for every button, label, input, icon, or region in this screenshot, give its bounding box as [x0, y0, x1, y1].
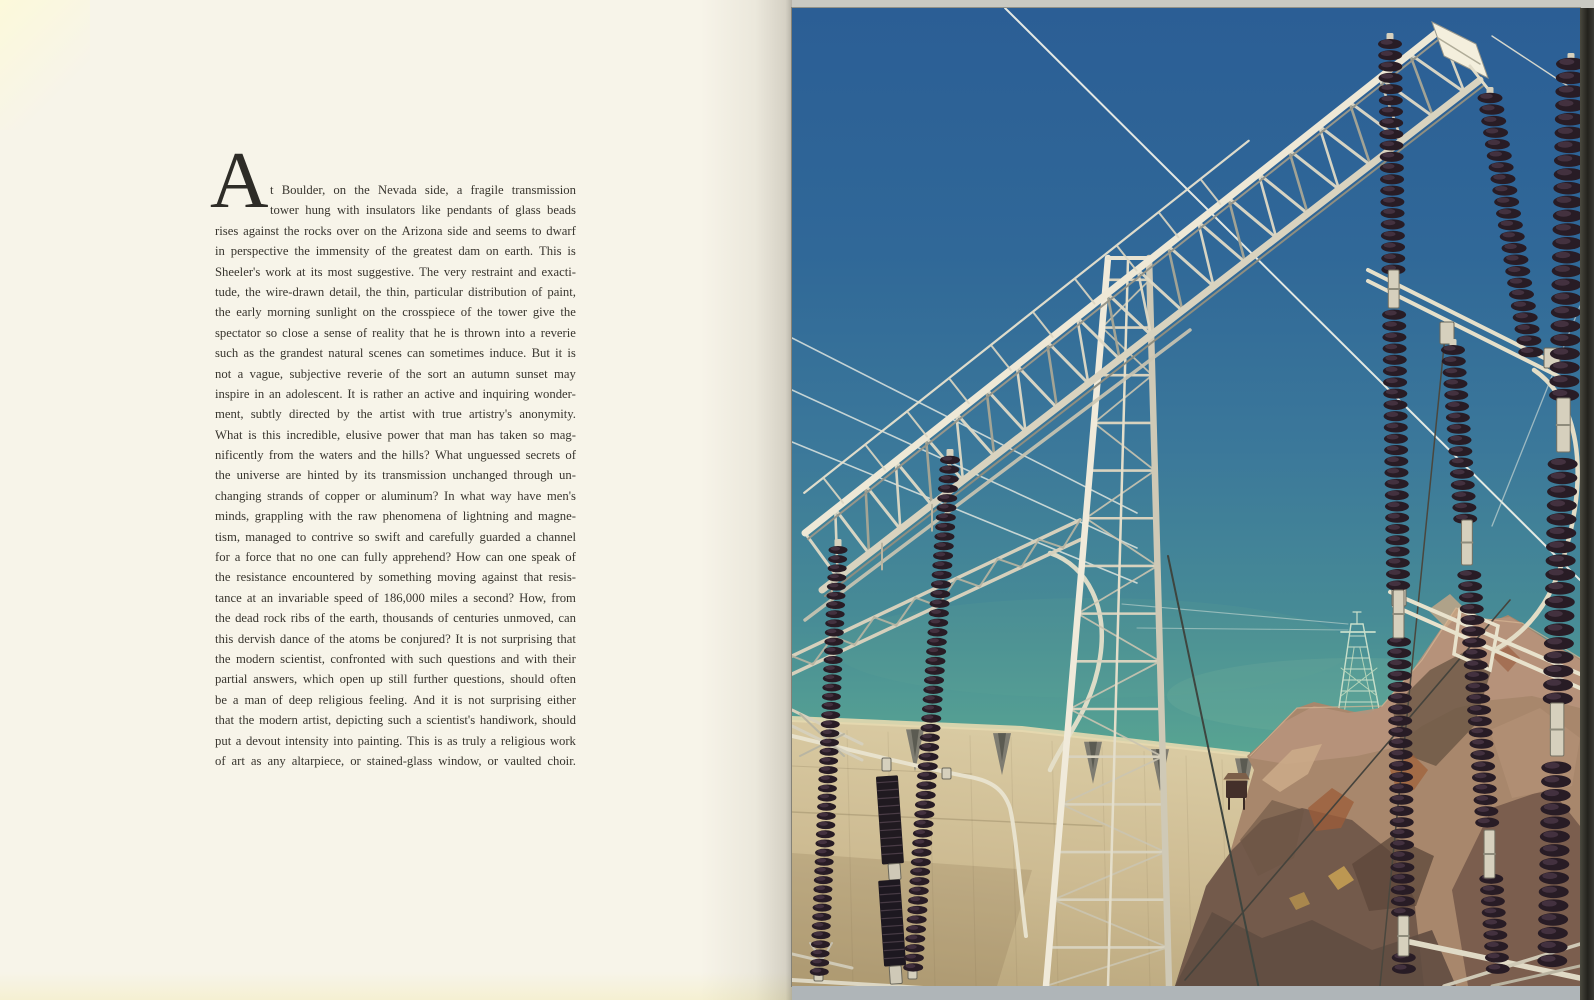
painting-image — [792, 8, 1580, 986]
text-line: the dead rock ribs of the earth, thousands of centuries unmoved, can — [215, 611, 576, 626]
text-line: tance at an invariable speed of 186,000 miles a second? How, from — [215, 590, 576, 605]
text-line: changing strands of copper or aluminum? In what way have men's — [215, 488, 576, 503]
text-line: nificently from the waters and the hills? What unguessed secrets of — [215, 448, 576, 463]
text-line: minds, grappling with the raw phenomena of lightning and magne- — [215, 509, 576, 524]
text-line: t Boulder, on the Nevada side, a fragile transmission — [270, 183, 576, 197]
text-line: that the modern artist, depicting such a scientist's handiwork, should — [215, 713, 576, 728]
text-line: tism, managed to contrive so swift and carefully guarded a channel — [215, 529, 576, 544]
text-line: the modern scientist, confronted with such questions and with their — [215, 651, 576, 666]
body-text — [215, 180, 576, 771]
text-line: in perspective the immensity of the greatest dam on earth. This is — [215, 244, 576, 259]
text-line: be a man of deep religious feeling. And it is not surprising either — [215, 692, 576, 707]
text-line: of art as any altarpiece, or stained-glass window, or vaulted choir. — [215, 753, 576, 768]
text-line: this dervish dance of the atoms be conjured? It is not surprising that — [215, 631, 576, 646]
plate-bottom-margin — [792, 986, 1580, 1000]
text-line: spectator so close a sense of reality that he is thrown into a reverie — [215, 325, 576, 340]
text-line: tude, the wire-drawn detail, the thin, particular distribution of paint, — [215, 284, 576, 299]
text-line: inspire in an adolescent. It is rather an active and inquiring wonder- — [215, 386, 576, 401]
text-line: the resistance encountered by something moving against that resis- — [215, 570, 576, 585]
text-line: partial answers, which open up still further questions, should often — [215, 672, 576, 687]
text-line: put a devout intensity into painting. This is as truly a religious work — [215, 733, 576, 748]
left-page — [0, 0, 792, 1000]
text-line: What is this incredible, elusive power that man has taken so mag- — [215, 427, 576, 442]
text-line: rises against the rocks over on the Arizona side and seems to dwarf — [215, 223, 576, 238]
text-line: for a force that no one can fully apprehend? How can one speak of — [215, 550, 576, 565]
painting — [792, 8, 1580, 986]
text-line: ment, subtly directed by the artist with true artistry's anonymity. — [215, 407, 576, 422]
text-line: the early morning sunlight on the crosspiece of the tower give the — [215, 305, 576, 320]
text-line: tower hung with insulators like pendants of glass beads — [270, 203, 576, 218]
text-line: the universe are hinted by its transmission unchanged through un- — [215, 468, 576, 483]
page-bottom-tint — [0, 972, 792, 1000]
page-edge-shadow — [1580, 8, 1594, 1000]
text-line: such as the grandest natural scenes can sometimes induce. But it is — [215, 346, 576, 361]
text-line: not a vague, subjective reverie of the sort an autumn sunset may — [215, 366, 576, 381]
page-corner-tint — [0, 0, 90, 130]
page-gutter — [700, 0, 792, 1000]
drop-cap: A — [210, 135, 268, 225]
text-line: Sheeler's work at its most suggestive. The very restraint and exacti- — [215, 264, 576, 279]
